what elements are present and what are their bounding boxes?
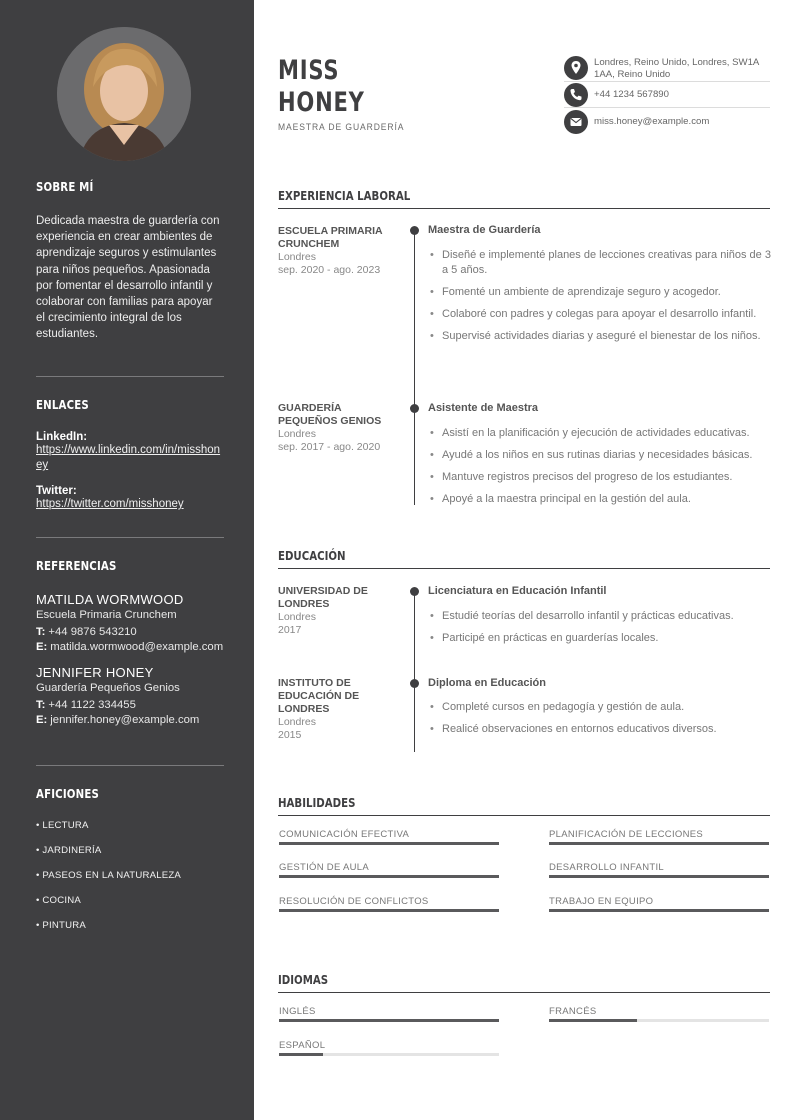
languages-title: IDIOMAS: [278, 973, 329, 987]
timeline-dot: [410, 679, 419, 688]
degree-title: Licenciatura en Educación Infantil: [428, 585, 607, 597]
location-pin-icon: [564, 56, 588, 80]
language-bar-fill: [279, 1053, 323, 1056]
language-label: FRANCÉS: [549, 1006, 597, 1017]
language-item: [549, 1006, 769, 1017]
responsibility-list: [428, 248, 773, 351]
skill-bar-fill: [279, 909, 499, 912]
skill-bar-fill: [549, 875, 769, 878]
language-label: ESPAÑOL: [279, 1040, 326, 1051]
email-label: E:: [36, 713, 48, 726]
timeline-line: [414, 230, 415, 505]
education-title: EDUCACIÓN: [278, 549, 346, 563]
skill-bar: [279, 875, 499, 878]
links-title: ENLACES: [36, 398, 89, 412]
skills-title: HABILIDADES: [278, 796, 356, 810]
skill-item: [549, 862, 769, 873]
reference-org: Escuela Primaria Crunchem: [36, 609, 177, 621]
section-rule: [278, 815, 770, 816]
skill-item: [279, 896, 499, 907]
education-entry-meta: [278, 677, 402, 742]
skill-bar: [549, 909, 769, 912]
list-item: • Realicé observaciones en entornos educativos diversos.: [428, 722, 773, 737]
skill-bar: [549, 842, 769, 845]
skill-item: [549, 829, 769, 840]
list-item: • Fomenté un ambiente de aprendizaje seguro y acogedor.: [428, 285, 773, 300]
language-bar: [279, 1053, 499, 1056]
twitter-label: Twitter:: [36, 485, 77, 497]
responsibility-list: [428, 426, 773, 514]
employer-location: Londres: [278, 428, 316, 440]
phone-label: T:: [36, 626, 46, 638]
contact-divider: [564, 107, 770, 108]
skill-bar-fill: [279, 875, 499, 878]
reference-item: [36, 592, 224, 654]
degree-title: Diploma en Educación: [428, 677, 546, 689]
sidebar-divider: [36, 765, 224, 766]
reference-email: matilda.wormwood@example.com: [50, 640, 224, 653]
employment-dates: sep. 2020 - ago. 2023: [278, 264, 381, 276]
reference-item: [36, 665, 224, 727]
education-detail-list: [428, 700, 773, 744]
skill-bar: [279, 909, 499, 912]
section-rule: [278, 208, 770, 209]
hobby-item: • PASEOS EN LA NATURALEZA: [36, 870, 182, 881]
skill-item: [279, 829, 499, 840]
sidebar-divider: [36, 537, 224, 538]
list-item: • Mantuve registros precisos del progreso de los estudiantes.: [428, 470, 773, 485]
institution-name: INSTITUTO DE EDUCACIÓN DE LONDRES: [278, 677, 360, 715]
contact-divider: [564, 81, 770, 82]
linkedin-link[interactable]: https://www.linkedin.com/in/misshoney: [36, 444, 221, 471]
list-item: • Diseñé e implementé planes de lecciones creativas para niños de 3 a 5 años.: [428, 248, 773, 277]
phone-label: T:: [36, 699, 46, 711]
phone-icon: [564, 83, 588, 107]
contact-address: Londres, Reino Unido, Londres, SW1A 1AA, Reino Unido: [594, 57, 759, 80]
list-item: • Participé en prácticas en guarderías locales.: [428, 631, 773, 646]
language-bar-fill: [549, 1019, 637, 1022]
experience-entry-meta: [278, 402, 402, 454]
linkedin-label: LinkedIn:: [36, 431, 88, 443]
language-item: [279, 1040, 499, 1051]
sidebar-divider: [36, 376, 224, 377]
employment-dates: sep. 2017 - ago. 2020: [278, 441, 381, 453]
skill-label: GESTIÓN DE AULA: [279, 862, 370, 873]
role-title: Asistente de Maestra: [428, 402, 539, 414]
institution-location: Londres: [278, 611, 316, 623]
education-detail-list: [428, 609, 773, 653]
email-label: E:: [36, 640, 48, 653]
hobby-item: • LECTURA: [36, 820, 89, 831]
about-section: [36, 180, 224, 343]
skill-label: COMUNICACIÓN EFECTIVA: [279, 829, 410, 840]
envelope-icon: [564, 110, 588, 134]
timeline-dot: [410, 404, 419, 413]
profile-photo: [57, 27, 191, 161]
language-bar: [279, 1019, 499, 1022]
skill-label: PLANIFICACIÓN DE LECCIONES: [549, 829, 704, 840]
skill-bar: [549, 875, 769, 878]
list-item: • Apoyé a la maestra principal en la gestión del aula.: [428, 492, 773, 507]
hobby-item: • COCINA: [36, 895, 81, 906]
hobbies-section: [36, 787, 224, 801]
hobby-item: • JARDINERÍA: [36, 845, 102, 856]
sidebar: [0, 0, 254, 1120]
employer-name: ESCUELA PRIMARIA CRUNCHEM: [278, 225, 383, 250]
timeline-line: [414, 590, 415, 752]
reference-name: MATILDA WORMWOOD: [36, 592, 184, 607]
timeline-dot: [410, 226, 419, 235]
name-line1: MISS: [278, 55, 340, 86]
section-rule: [278, 568, 770, 569]
reference-email: jennifer.honey@example.com: [50, 713, 200, 726]
hobbies-title: AFICIONES: [36, 787, 99, 801]
language-label: INGLÉS: [279, 1006, 316, 1017]
reference-org: Guardería Pequeños Genios: [36, 682, 180, 694]
graduation-year: 2017: [278, 624, 302, 636]
experience-title: EXPERIENCIA LABORAL: [278, 189, 411, 203]
role-title: Maestra de Guardería: [428, 224, 541, 236]
skill-bar-fill: [549, 842, 769, 845]
reference-phone: +44 9876 543210: [48, 626, 137, 638]
section-rule: [278, 992, 770, 993]
graduation-year: 2015: [278, 729, 302, 741]
language-bar: [549, 1019, 769, 1022]
reference-phone: +44 1122 334455: [48, 699, 136, 711]
language-bar-fill: [279, 1019, 499, 1022]
list-item: • Asistí en la planificación y ejecución de actividades educativas.: [428, 426, 773, 441]
skill-label: RESOLUCIÓN DE CONFLICTOS: [279, 896, 429, 907]
list-item: • Completé cursos en pedagogía y gestión de aula.: [428, 700, 773, 715]
about-text: Dedicada maestra de guardería con experiencia en crear ambientes de aprendizaje seguros y estimulantes para niños pequeños. Apasionada por fomentar el desarrollo infantil y colaborar con familias para apoyar el crecimiento integral de los estudiantes.: [36, 215, 220, 341]
language-item: [279, 1006, 499, 1017]
institution-location: Londres: [278, 716, 316, 728]
list-item: • Supervisé actividades diarias y aseguré el bienestar de los niños.: [428, 329, 773, 344]
timeline-dot: [410, 587, 419, 596]
education-entry-meta: [278, 585, 402, 637]
references-title: REFERENCIAS: [36, 559, 117, 573]
skill-item: [549, 896, 769, 907]
references-section: [36, 559, 224, 727]
skill-bar: [279, 842, 499, 845]
list-item: • Estudié teorías del desarrollo infantil y prácticas educativas.: [428, 609, 773, 624]
employer-location: Londres: [278, 251, 316, 263]
name-line2: HONEY: [278, 87, 365, 118]
hobby-item: • PINTURA: [36, 920, 86, 931]
skill-label: TRABAJO EN EQUIPO: [549, 896, 654, 907]
contact-email: miss.honey@example.com: [594, 116, 710, 127]
links-section: [36, 398, 224, 512]
list-item: • Ayudé a los niños en sus rutinas diarias y necesidades básicas.: [428, 448, 773, 463]
skill-item: [279, 862, 499, 873]
list-item: • Colaboré con padres y colegas para apoyar el desarrollo infantil.: [428, 307, 773, 322]
employer-name: GUARDERÍA PEQUEÑOS GENIOS: [278, 402, 382, 427]
reference-name: JENNIFER HONEY: [36, 665, 154, 680]
skill-bar-fill: [549, 909, 769, 912]
experience-entry-meta: [278, 225, 402, 277]
about-title: SOBRE MÍ: [36, 180, 94, 194]
job-title: MAESTRA DE GUARDERÍA: [278, 122, 405, 133]
skill-bar-fill: [279, 842, 499, 845]
institution-name: UNIVERSIDAD DE LONDRES: [278, 585, 368, 610]
skill-label: DESARROLLO INFANTIL: [549, 862, 664, 873]
contact-phone: +44 1234 567890: [594, 89, 669, 100]
twitter-link[interactable]: https://twitter.com/misshoney: [36, 498, 184, 510]
